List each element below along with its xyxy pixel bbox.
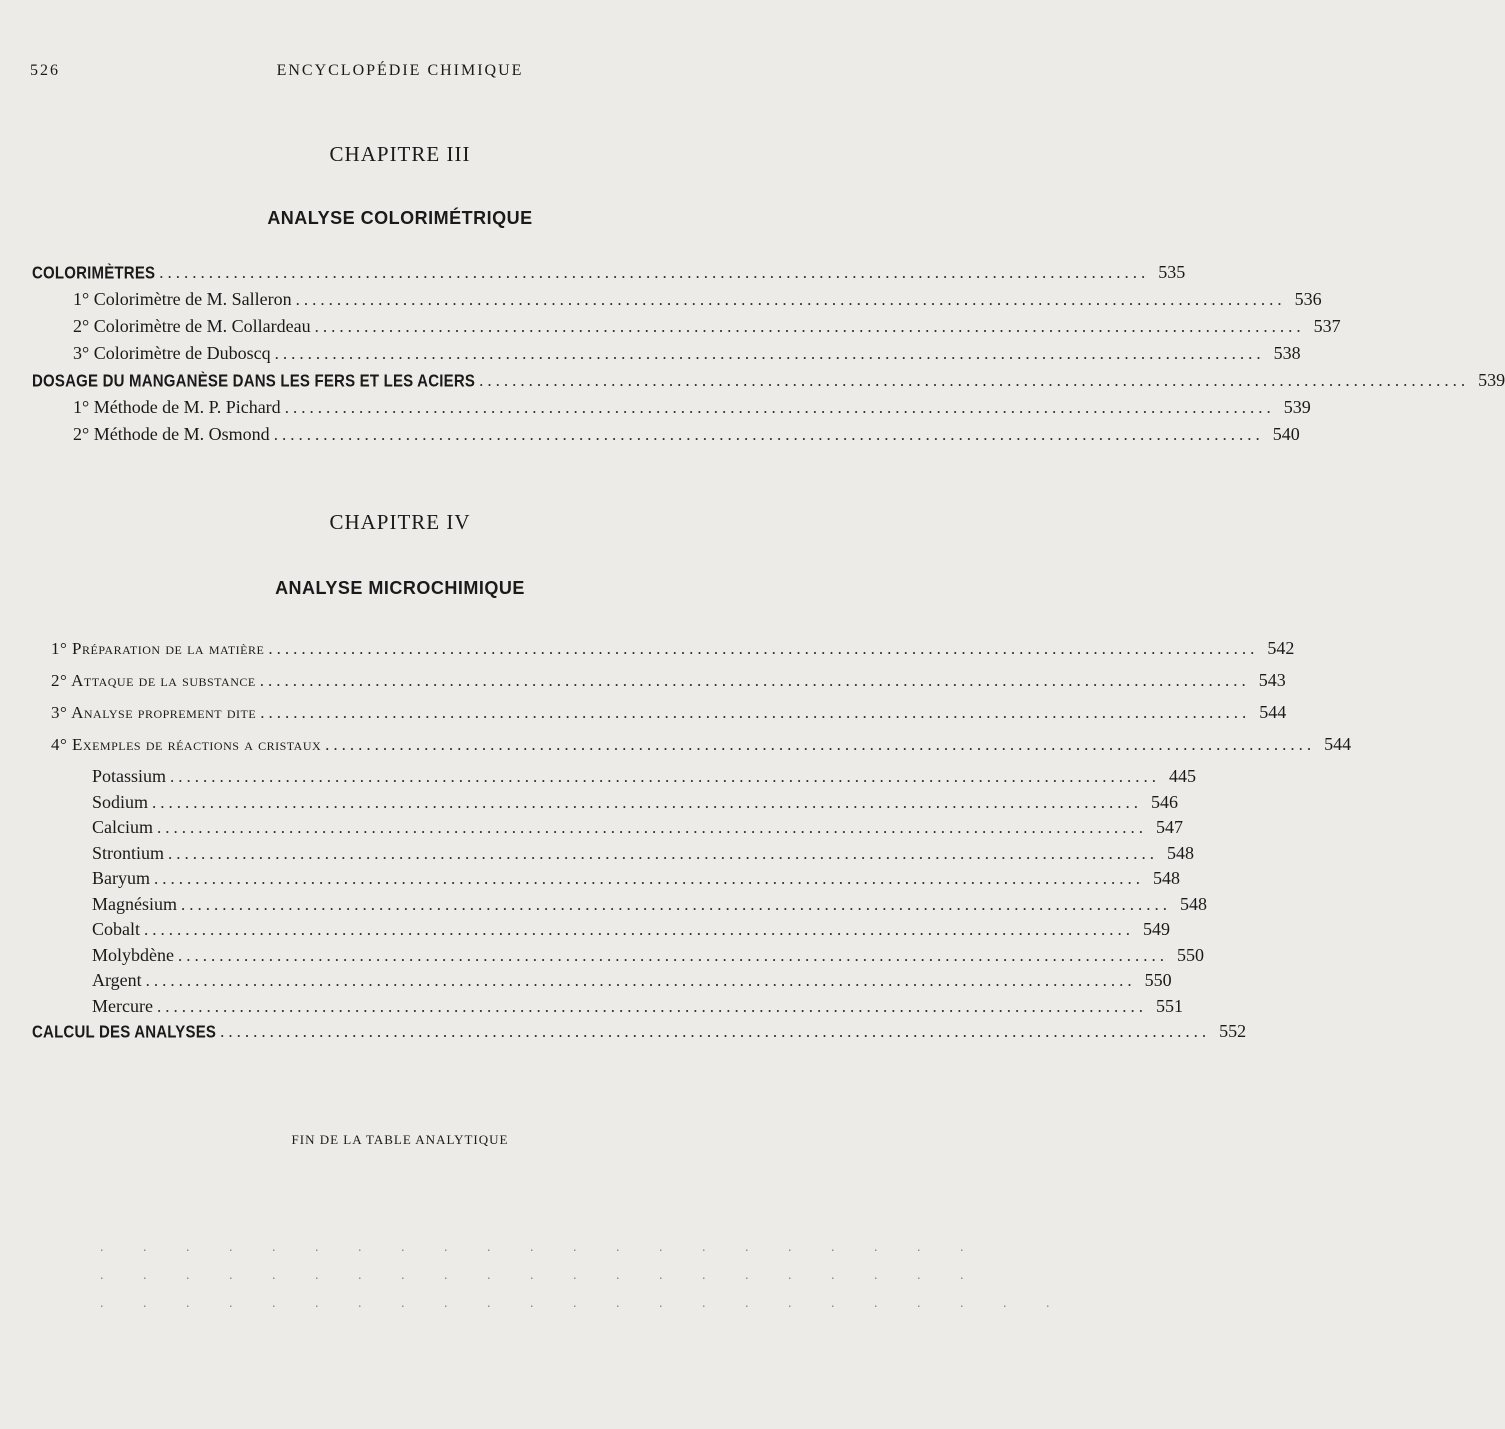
toc-entry-label: CALCUL DES ANALYSES [32, 1022, 217, 1043]
toc-entry [32, 1019, 1247, 1045]
toc-entry [32, 368, 1505, 395]
bleed-through-dots: . . . . . . . . . . . . . . . . . . . . . . . [100, 1296, 1068, 1311]
toc-entry-page: 544 [1259, 702, 1287, 722]
chapter-4-toc [32, 636, 1352, 1045]
toc-entry [32, 700, 1287, 732]
toc-entry-page: 548 [1180, 893, 1207, 914]
leader-dots: ........................................................................................................................ [181, 894, 1171, 914]
toc-entry-label: Potassium [92, 766, 167, 786]
chapter-4-title: CHAPITRE IV [329, 510, 471, 534]
toc-entry [32, 395, 1311, 422]
toc-entry-label: 1° Colorimètre de M. Salleron [73, 289, 292, 309]
running-head [30, 62, 770, 86]
toc-entry [32, 815, 1183, 841]
leader-dots: ........................................................................................................................ [156, 996, 1147, 1016]
leader-dots: ........................................................................................................................ [220, 1022, 1211, 1041]
toc-entry-page: 549 [1143, 919, 1170, 939]
toc-entry [32, 943, 1204, 969]
toc-entry-label: Calcium [92, 817, 153, 837]
toc-entry-page: 537 [1313, 316, 1341, 336]
toc-entry [32, 892, 1207, 918]
leader-dots: ........................................................................................................................ [259, 671, 1250, 690]
leader-dots: ........................................................................................................................ [168, 843, 1159, 863]
running-title: ENCYCLOPÉDIE CHIMIQUE [276, 62, 524, 79]
leader-dots: ........................................................................................................................ [177, 945, 1168, 965]
toc-entry-page: 547 [1156, 817, 1183, 837]
toc-entry [32, 732, 1352, 764]
toc-entry-page: 544 [1324, 734, 1352, 754]
toc-entry [32, 341, 1301, 368]
bleed-through-dots: . . . . . . . . . . . . . . . . . . . . . [100, 1268, 982, 1283]
toc-entry-label: Cobalt [92, 919, 140, 939]
leader-dots: ........................................................................................................................ [145, 971, 1136, 990]
toc-entry-page: 538 [1273, 343, 1301, 363]
toc-entry-page: 546 [1151, 791, 1179, 812]
toc-entry-label: 4° Exemples de réactions a cristaux [51, 735, 322, 754]
toc-entry-label: 3° Analyse proprement dite [51, 703, 257, 722]
toc-entry-page: 539 [1478, 370, 1505, 390]
leader-dots: ........................................................................................................................ [314, 317, 1305, 336]
toc-entry-page: 548 [1167, 842, 1195, 863]
toc-entry-page: 535 [1158, 262, 1186, 282]
toc-entry [32, 260, 1186, 287]
leader-dots: ........................................................................................................................ [159, 263, 1150, 282]
toc-entry-label: 2° Méthode de M. Osmond [73, 424, 270, 444]
toc-entry-page: 543 [1258, 670, 1286, 690]
bleed-through-dots: . . . . . . . . . . . . . . . . . . . . . [100, 1240, 982, 1255]
toc-entry-page: 540 [1272, 424, 1300, 444]
leader-dots: ........................................................................................................................ [274, 344, 1265, 363]
toc-entry-label: 2° Attaque de la substance [51, 671, 256, 690]
toc-entry-label: Baryum [92, 868, 150, 888]
page-number: 526 [30, 62, 60, 79]
toc-entry-label: 1° Préparation de la matière [51, 639, 265, 658]
leader-dots: ........................................................................................................................ [260, 703, 1251, 722]
toc-entry [32, 968, 1172, 994]
toc-entry [32, 841, 1195, 867]
toc-entry-page: 551 [1155, 995, 1183, 1016]
chapter-3-subtitle: ANALYSE COLORIMÉTRIQUE [267, 208, 533, 228]
toc-entry-page: 548 [1153, 868, 1180, 888]
toc-entry-label: Sodium [92, 791, 149, 812]
chapter-3-title: CHAPITRE III [329, 142, 471, 166]
leader-dots: ........................................................................................................................ [295, 290, 1286, 309]
leader-dots: ........................................................................................................................ [170, 767, 1161, 786]
toc-entry [32, 994, 1183, 1020]
chapter-4-subtitle: ANALYSE MICROCHIMIQUE [275, 578, 525, 598]
toc-entry-label: 3° Colorimètre de Duboscq [73, 343, 271, 363]
leader-dots: ........................................................................................................................ [157, 818, 1147, 837]
leader-dots: ........................................................................................................................ [152, 792, 1143, 812]
toc-entry [32, 917, 1170, 943]
toc-entry-label: Molybdène [92, 944, 174, 965]
leader-dots: ........................................................................................................................ [268, 639, 1259, 658]
toc-entry [32, 866, 1180, 892]
toc-entry [32, 636, 1295, 668]
toc-entry-page: 542 [1267, 638, 1295, 658]
toc-entry [32, 668, 1286, 700]
toc-entry [32, 764, 1197, 790]
chapter-3-toc [32, 260, 1505, 449]
toc-entry-label: COLORIMÈTRES [32, 263, 156, 284]
toc-entry-label: Mercure [92, 995, 153, 1016]
leader-dots: ........................................................................................................................ [479, 371, 1470, 390]
toc-entry-page: 536 [1294, 289, 1322, 309]
toc-entry-label: 2° Colorimètre de M. Collardeau [73, 316, 311, 336]
leader-dots: ........................................................................................................................ [154, 869, 1144, 888]
toc-entry-page: 550 [1176, 944, 1204, 965]
toc-entry [32, 422, 1300, 449]
leader-dots: ........................................................................................................................ [284, 398, 1275, 417]
colophon: FIN DE LA TABLE ANALYTIQUE [291, 1132, 509, 1147]
toc-entry-label: DOSAGE DU MANGANÈSE DANS LES FERS ET LES ACIERS [32, 371, 476, 392]
leader-dots: ........................................................................................................................ [325, 735, 1316, 754]
toc-entry-page: 552 [1219, 1021, 1247, 1041]
toc-entry-page: 445 [1169, 766, 1197, 786]
toc-entry-page: 550 [1144, 970, 1172, 990]
toc-entry-label: 1° Méthode de M. P. Pichard [73, 397, 281, 417]
leader-dots: ........................................................................................................................ [144, 920, 1134, 939]
toc-entry-label: Strontium [92, 842, 165, 863]
toc-entry [32, 287, 1322, 314]
toc-entry-page: 539 [1283, 397, 1311, 417]
toc-entry [32, 314, 1341, 341]
leader-dots: ........................................................................................................................ [273, 425, 1264, 444]
toc-entry-label: Argent [92, 970, 142, 990]
toc-entry-label: Magnésium [92, 893, 177, 914]
toc-entry [32, 790, 1179, 816]
